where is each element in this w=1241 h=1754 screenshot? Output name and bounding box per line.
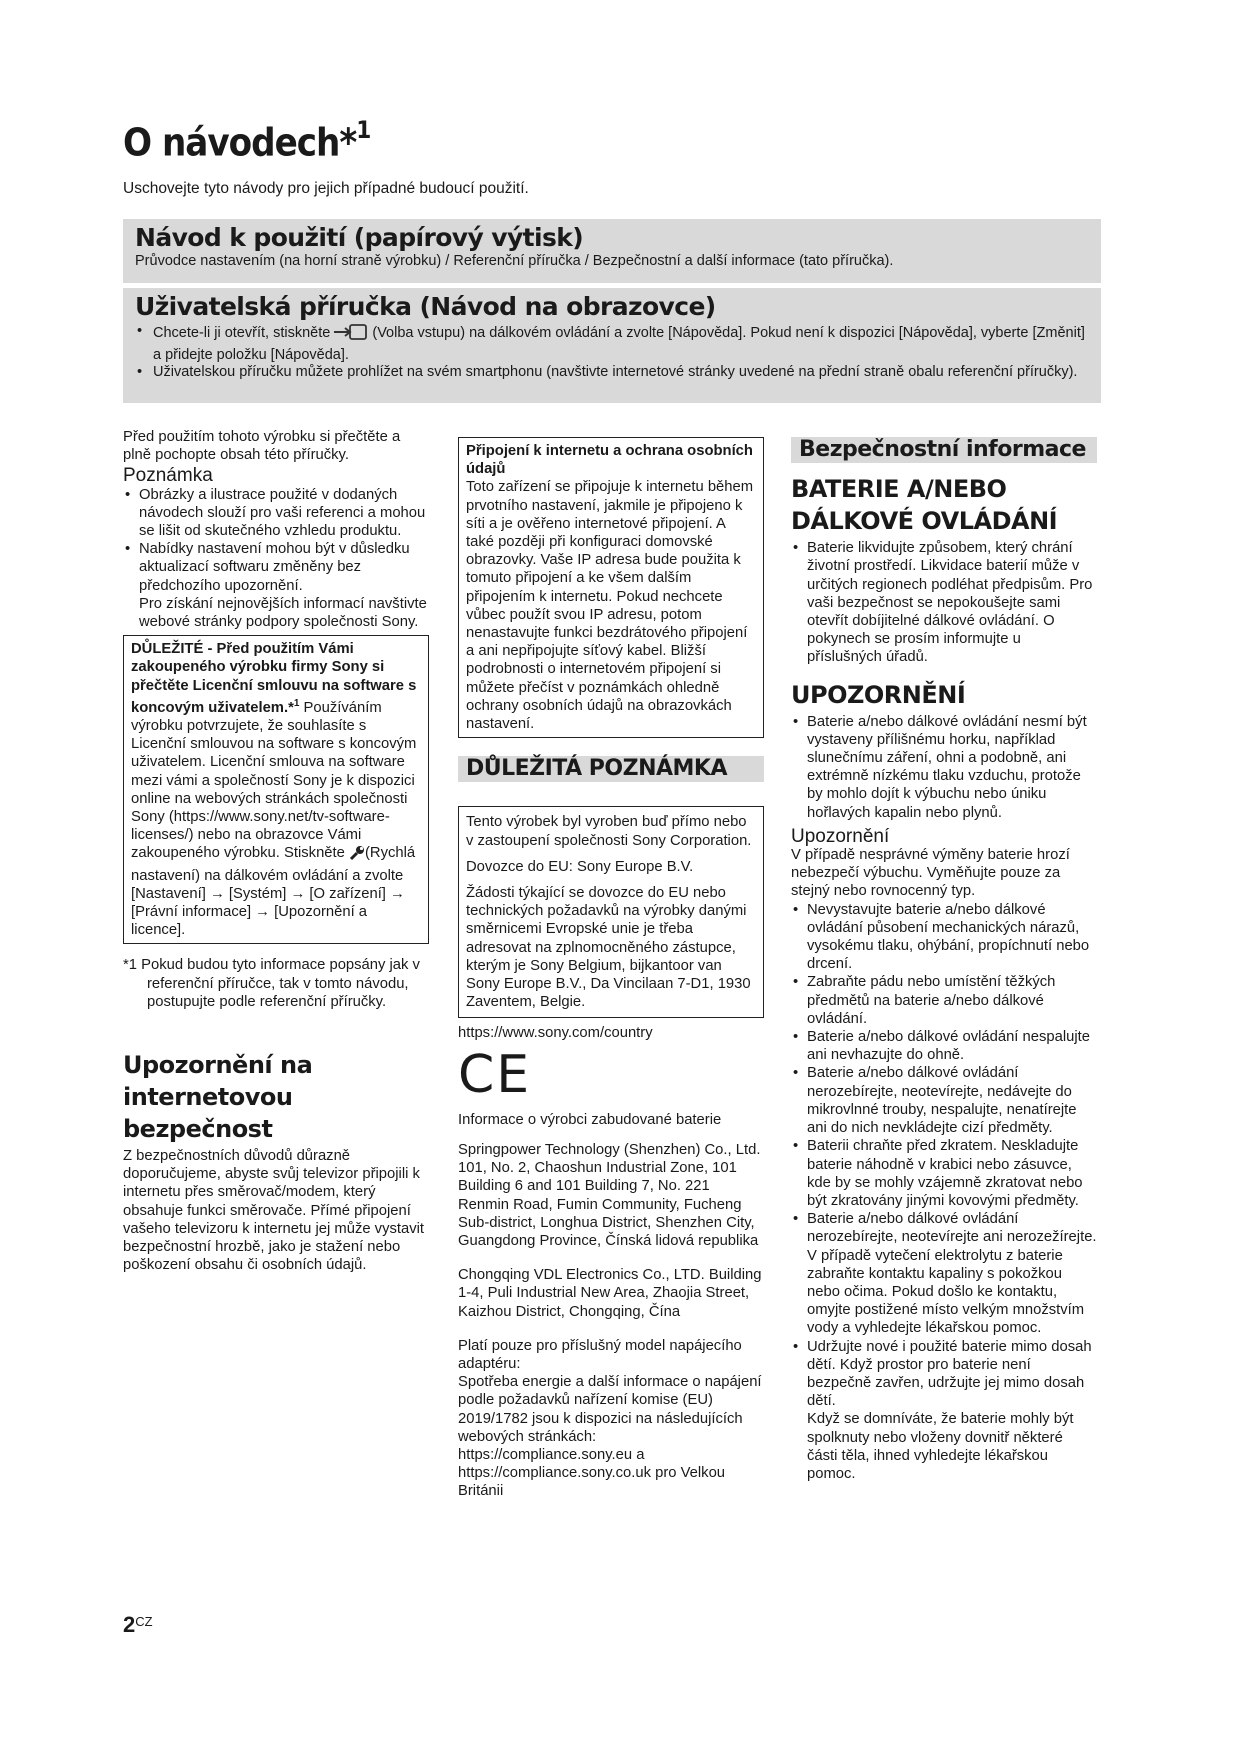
- warning-heading: UPOZORNĚNÍ: [791, 680, 966, 709]
- page-number: $2_{CZ}$: [123, 1612, 153, 1637]
- caution-item: • Baterie a/nebo dálkové ovládání nerozebírejte, neotevírejte ani nerozežírejte. V případě vytečení elektrolytu z baterie zabraňte kontaktu kapaliny s pokožkou nebo očima. Pokud došlo ke kontaktu, omyjte postižené místo velkým množstvím vody a vyhledejte lékařskou pomoc.: [791, 1210, 1097, 1337]
- manual-print-heading: Návod k použití (papírový výtisk): [135, 223, 584, 252]
- column-middle: [458, 437, 764, 1501]
- note-sub: Pro získání nejnovějších informací navštivte webové stránky podpory společnosti Sony.: [139, 595, 427, 631]
- manufacturer-box: [458, 806, 764, 1018]
- caution-heading: Upozornění: [791, 825, 890, 847]
- internet-security-heading: Upozornění na internetovou bezpečnost: [123, 1051, 313, 1144]
- requests-text: Žádosti týkající se dovozce do EU nebo technických požadavků na výrobky danými směrnicemi Evropské unie je třeba adresovat na zplnomocněného zástupce, kterým je Sony Belgium, bijkantoor van Sony Europe B.V., Da Vincilaan 7-D1, 1930 Zaventem, Belgie.: [466, 885, 751, 1011]
- battery-heading: BATERIE A/NEBO DÁLKOVÉ OVLÁDÁNÍ: [791, 475, 1058, 536]
- page-title: O návodech*$^1$: [123, 116, 371, 165]
- privacy-heading: Připojení k internetu a ochrana osobních údajů: [466, 443, 753, 478]
- eula-text: DŮLEŽITÉ - Před použitím Vámi zakoupeného výrobku firmy Sony si přečtěte Licenční smlouvu na software s koncovým uživatelem.*$^1$ Používáním výrobku potvrzujete, že souhlasíte s Licenční smlouvou na software s koncovým uživatelem. Licenční smlouva na software mezi vámi a společností Sony je k dispozici online na webových stránkách společnosti Sony (https://www.sony.net/tv-software-licenses/) nebo na obrazovce Vámi zakoupeného výrobku. Stiskněte (Rychlá nastavení) na dálkovém ovládání a zvolte [Nastavení] → [Systém] → [O zařízení] → [Právní informace] → [Upozornění a licence].: [131, 641, 417, 939]
- user-guide-box: [123, 288, 1101, 403]
- importer-text: Dovozce do EU: Sony Europe B.V.: [466, 858, 694, 875]
- manufacturer-text: Tento výrobek byl vyroben buď přímo nebo v zastoupení společnosti Sony Corporation.: [466, 814, 752, 849]
- privacy-box: [458, 437, 764, 738]
- note-heading: Poznámka: [123, 465, 213, 487]
- footnote: *1 Pokud budou tyto informace popsány jak v referenční příručce, tak v tomto návodu, postupujte podle referenční příručky.: [123, 957, 420, 1010]
- battery-maker-2: Chongqing VDL Electronics Co., LTD. Building 1-4, Puli Industrial New Area, Zhaojia Street, Kaizhou District, Chongqing, Čína: [458, 1267, 762, 1320]
- user-guide-item: • Uživatelskou příručku můžete prohlížet na svém smartphonu (navštivte internetové stránky uvedené na přední straně obalu referenční příručky).: [151, 364, 1089, 382]
- eula-box: [123, 635, 429, 944]
- column-right: [791, 437, 1097, 1483]
- page-subtitle: Uschovejte tyto návody pro jejich případné budoucí použití.: [123, 180, 529, 197]
- wrench-icon: [349, 845, 365, 866]
- battery-item: • Baterie likvidujte způsobem, který chrání životní prostředí. Likvidace baterií může v určitých regionech podléhat předpisům. Pro vaši bezpečnost se nepokoušejte sami otevřít dobíjitelné dálkové ovládání. O pokynech se prosím informujte u příslušných úřadů.: [791, 539, 1097, 666]
- note-item: • Obrázky a ilustrace použité v dodaných návodech slouží pro vaši referenci a mohou se lišit od skutečného vzhledu produktu.: [123, 486, 429, 541]
- important-note-heading: DŮLEŽITÁ POZNÁMKA: [458, 756, 764, 782]
- caution-last-sub: Když se domníváte, že baterie mohly být spolknuty nebo vloženy dovnitř některé části těla, ihned vyhledejte lékařskou pomoc.: [807, 1411, 1074, 1482]
- battery-maker-1-name: Springpower Technology (Shenzhen) Co., Ltd.: [458, 1141, 761, 1158]
- privacy-text: Toto zařízení se připojuje k internetu během prvotního nastavení, jakmile je připojeno k síti a je ověřeno internetové připojení. A také později při konfiguraci domovské obrazovky. Vaše IP adresa bude použita k tomuto připojení a ke všem dalším připojením k internetu. Pokud nechcete vůbec použít svou IP adresu, potom nenastavujte funkci bezdrátového připojení a ani nepřipojujte síťový kabel. Bližší podrobnosti o internetovém připojení si můžete přečíst v poznámkách ohledně ochrany osobních údajů na obrazovkách nastavení.: [466, 479, 754, 733]
- battery-info-heading: Informace o výrobci zabudované baterie: [458, 1111, 722, 1128]
- manual-print-box: [123, 219, 1101, 283]
- caution-item: • Udržujte nové i použité baterie mimo dosah dětí. Když prostor pro baterie není bezpečně zavřen, udržujte jej mimo dosah dětí.: [791, 1338, 1097, 1411]
- column-left: [123, 428, 429, 1274]
- battery-maker-1-address: 101, No. 2, Chaoshun Industrial Zone, 101 Building 6 and 101 Building 7, No. 221 Renmin Road, Fumin Community, Fucheng Sub-district, Longhua District, Shenzhen City, Guangdong Province, Čínská lidová republika: [458, 1160, 759, 1249]
- internet-security-text: Z bezpečnostních důvodů důrazně doporučujeme, abyste svůj televizor připojili k internetu přes směrovač/modem, který obsahuje funkci směrovače. Přímé připojení vašeho televizoru k internetu jej může vystavit bezpečnostní hrozbě, jako je stažení nebo poškození obsahu či osobních údajů.: [123, 1148, 425, 1274]
- caution-item: • Baterie a/nebo dálkové ovládání nerozebírejte, neotevírejte, nedávejte do mikrovlnné trouby, nespalujte, nenatírejte ani do nich nevkládejte cizí předměty.: [791, 1064, 1097, 1137]
- adapter-note: Platí pouze pro příslušný model napájecího adaptéru:: [458, 1337, 742, 1372]
- warning-item: • Baterie a/nebo dálkové ovládání nesmí být vystaveny přílišnému horku, například slunečnímu záření, ohni a podobně, ani extrémně nízkému tlaku vzduchu, protože by mohlo dojít k výbuchu nebo úniku hořlavých kapalin nebo plynů.: [791, 713, 1097, 822]
- user-guide-item: • Chcete-li ji otevřít, stiskněte (Volba vstupu) na dálkovém ovládání a zvolte [Nápověda]. Pokud není k dispozici [Nápověda], vyberte [Změnit] a přidejte položku [Nápověda].: [151, 323, 1089, 364]
- user-guide-heading: Uživatelská příručka (Návod na obrazovce): [135, 292, 716, 321]
- country-url: https://www.sony.com/country: [458, 1025, 653, 1042]
- energy-info: Spotřeba energie a další informace o napájení podle požadavků nařízení komise (EU) 2019/1782 jsou k dispozici na následujících webových stránkách: https://compliance.sony.eu a https://compliance.sony.co.uk pro Velkou Británii: [458, 1374, 762, 1500]
- ce-mark: CE: [458, 1044, 532, 1105]
- manual-print-text: Průvodce nastavením (na horní straně výrobku) / Referenční příručka / Bezpečnostní a další informace (tato příručka).: [135, 253, 894, 269]
- caution-item: • Baterie a/nebo dálkové ovládání nespalujte ani nevhazujte do ohně.: [791, 1028, 1097, 1064]
- caution-item: • Nevystavujte baterie a/nebo dálkové ovládání působení mechanických nárazů, vysokému tlaku, ohýbání, propíchnutí nebo drcení.: [791, 901, 1097, 974]
- caution-text: V případě nesprávné výměny baterie hrozí nebezpečí výbuchu. Vyměňujte pouze za stejný nebo rovnocenný typ.: [791, 847, 1070, 900]
- caution-item: • Baterii chraňte před zkratem. Neskladujte baterie náhodně v krabici nebo zásuvce, kde by se mohly vzájemně zkratovat nebo být zkratovány jinými kovovými předměty.: [791, 1137, 1097, 1210]
- intro-text: Před použitím tohoto výrobku si přečtěte a plně pochopte obsah této příručky.: [123, 429, 401, 464]
- note-item: • Nabídky nastavení mohou být v důsledku aktualizací softwaru změněny bez předchozího upozornění.: [123, 540, 429, 595]
- input-select-icon: [334, 323, 368, 347]
- caution-item: • Zabraňte pádu nebo umístění těžkých předmětů na baterie a/nebo dálkové ovládání.: [791, 973, 1097, 1028]
- safety-heading: Bezpečnostní informace: [791, 437, 1097, 463]
